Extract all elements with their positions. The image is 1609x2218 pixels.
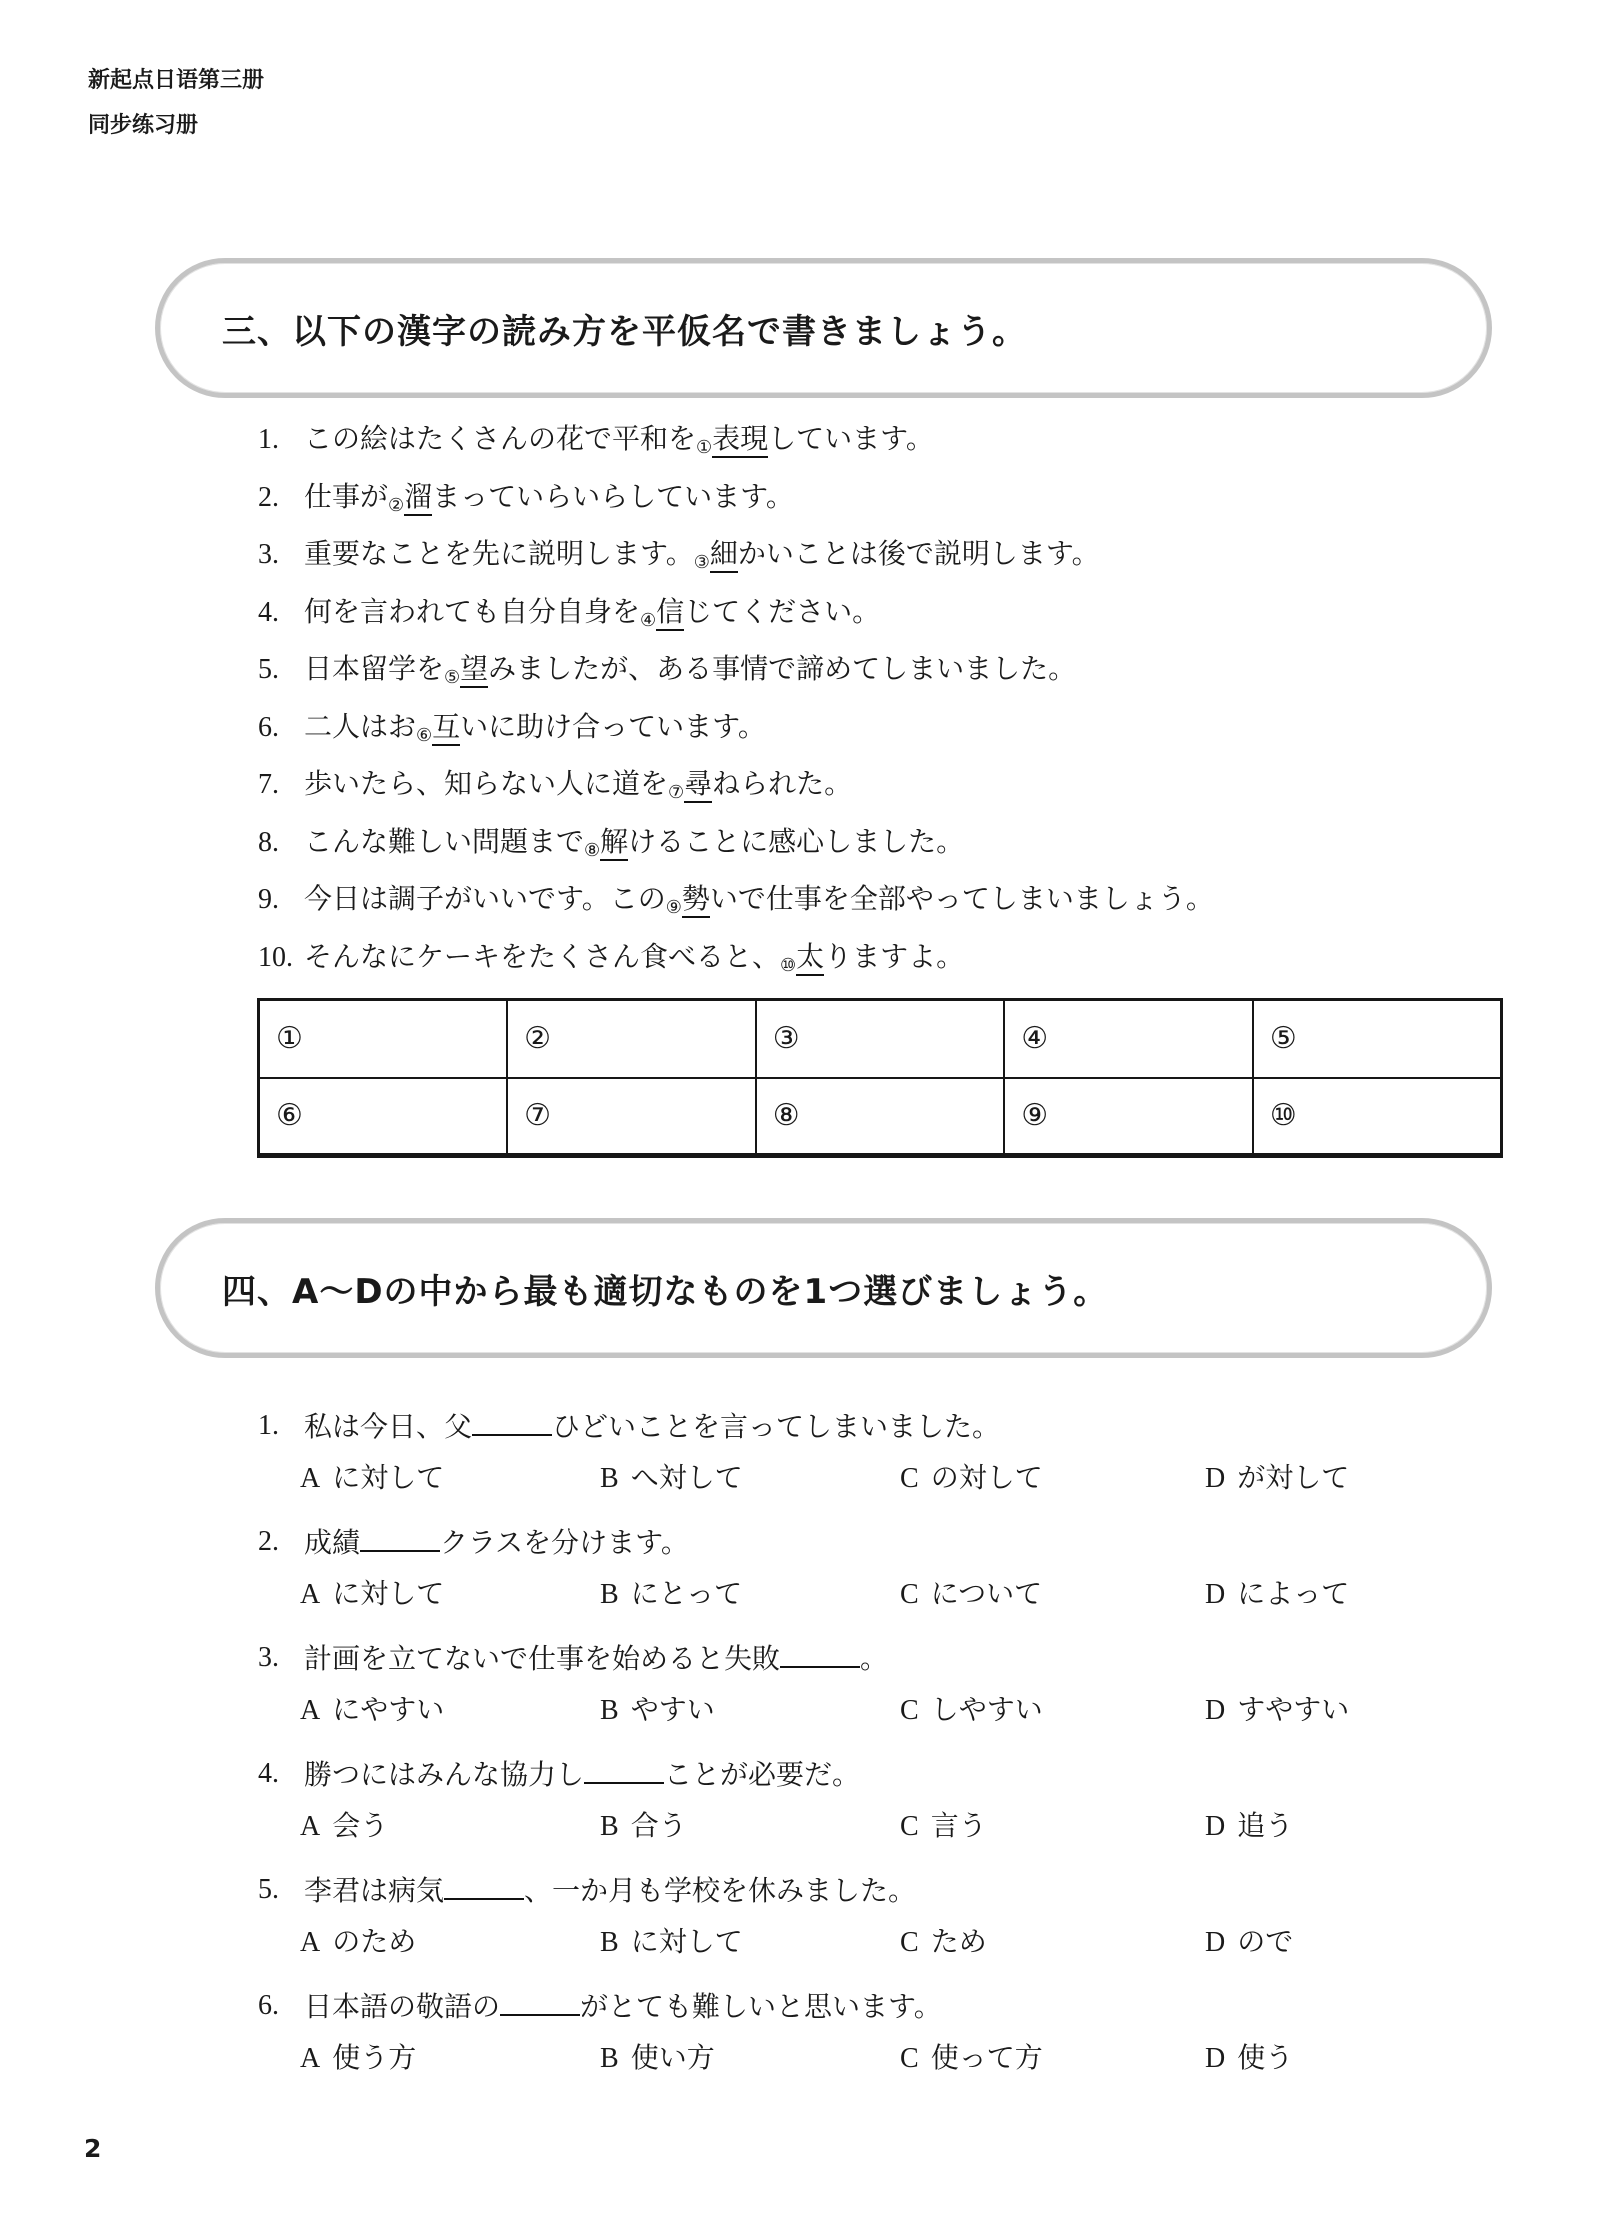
option-text: が対して — [1237, 1463, 1350, 1494]
option-letter: C — [900, 1695, 919, 1726]
target-kanji: 細 — [710, 539, 738, 573]
stem-text — [304, 1986, 942, 2028]
sentence-post: けることに感心しました。 — [628, 826, 965, 858]
kanji-item-1 — [0, 420, 1609, 478]
circled-number: ⑨ — [1021, 1099, 1049, 1133]
sentence-post: りますよ。 — [824, 941, 965, 973]
option-c[interactable] — [900, 2039, 1205, 2079]
circled-number: ⑩ — [1269, 1099, 1297, 1133]
answer-cell-1[interactable] — [259, 1000, 508, 1078]
option-letter: A — [300, 1927, 321, 1958]
item-sentence — [304, 478, 1609, 525]
option-letter: D — [1205, 2043, 1226, 2074]
kanji-item-6 — [0, 708, 1609, 766]
book-subtitle: 同步练习册 — [88, 113, 199, 138]
sentence-post: みましたが、ある事情で諦めてしまいました。 — [488, 654, 1077, 685]
option-text: 言う — [930, 1811, 987, 1842]
kanji-item-4 — [0, 593, 1609, 651]
option-letter: C — [900, 1927, 919, 1958]
section4-title-box — [155, 1218, 1492, 1358]
fill-in-blank — [500, 1986, 580, 2016]
sentence-post: いで仕事を全部やってしまいましょう。 — [709, 884, 1214, 915]
question-number: 1. — [258, 1410, 279, 1441]
option-text: 合う — [630, 1811, 687, 1842]
option-letter: A — [300, 1695, 321, 1726]
fill-in-blank — [360, 1522, 440, 1552]
book-title: 新起点日语第三册 — [88, 68, 265, 93]
question-stem — [0, 1870, 1609, 1912]
options-row — [300, 1459, 1609, 1499]
option-letter: B — [600, 1927, 619, 1958]
option-letter: A — [300, 2043, 321, 2074]
sentence-post: じてください。 — [684, 596, 881, 628]
sentence-pre: 今日は調子がいいです。この — [304, 884, 666, 915]
sentence-pre: 仕事が — [304, 481, 389, 513]
circled-number: ④ — [1021, 1022, 1049, 1056]
section3-title: 三、以下の漢字の読み方を平仮名で書きましょう。 — [222, 311, 1027, 352]
option-a[interactable] — [300, 1459, 600, 1499]
option-letter: B — [600, 1463, 619, 1494]
question-2 — [0, 1522, 1609, 1638]
option-b[interactable] — [600, 1459, 900, 1499]
stem-post: クラスを分けます。 — [440, 1528, 689, 1559]
option-text: 使う方 — [332, 2043, 417, 2074]
stem-pre: 勝つにはみんな協力し — [304, 1760, 585, 1791]
item-sentence — [304, 420, 1609, 467]
option-text: しやすい — [930, 1695, 1043, 1726]
item-sentence — [304, 765, 1609, 812]
item-sentence — [304, 650, 1609, 697]
kanji-item-2 — [0, 478, 1609, 536]
sentence-pre: 歩いたら、知らない人に道を — [304, 769, 669, 800]
question-1 — [0, 1406, 1609, 1522]
answer-cell-8[interactable] — [756, 1078, 1005, 1156]
option-a[interactable] — [300, 2039, 600, 2079]
option-letter: D — [1205, 1927, 1226, 1958]
target-kanji: 解 — [600, 827, 628, 861]
option-letter: A — [300, 1579, 321, 1610]
circled-number-marker: ⑦ — [668, 782, 685, 802]
option-d[interactable] — [1205, 1923, 1609, 1963]
option-letter: B — [600, 1695, 619, 1726]
option-b[interactable] — [600, 2039, 900, 2079]
question-number: 6. — [258, 1990, 279, 2021]
option-text: 使って方 — [930, 2043, 1043, 2074]
circled-number-marker: ⑤ — [444, 667, 461, 687]
option-text: に対して — [332, 1463, 445, 1494]
stem-post: ことが必要だ。 — [664, 1760, 861, 1791]
section4-title: 四、A～Dの中から最も適切なものを1つ選びましょう。 — [222, 1271, 1109, 1312]
option-b[interactable] — [600, 1691, 900, 1731]
item-number: 5. — [258, 654, 279, 685]
question-number: 2. — [258, 1526, 279, 1557]
target-kanji: 溜 — [404, 482, 432, 516]
sentence-pre: 二人はお — [304, 711, 417, 743]
target-kanji: 尋 — [684, 769, 712, 803]
item-number: 2. — [258, 481, 279, 513]
answer-cell-2[interactable] — [507, 1000, 756, 1078]
sentence-post: かいことは後で説明します。 — [737, 539, 1100, 570]
item-sentence — [304, 880, 1609, 927]
kanji-item-8 — [0, 823, 1609, 881]
kanji-item-3 — [0, 535, 1609, 593]
circled-number-marker: ⑧ — [584, 839, 601, 860]
sentence-post: いに助け合っています。 — [460, 711, 766, 743]
circled-number-marker: ⑥ — [416, 724, 433, 745]
options-row — [300, 1807, 1609, 1847]
circled-number: ⑧ — [772, 1099, 800, 1133]
option-letter: A — [300, 1811, 321, 1842]
page-number: 2 — [84, 2134, 102, 2163]
sentence-pre: この絵はたくさんの花で平和を — [304, 424, 697, 455]
circled-number-marker: ⑨ — [665, 897, 682, 917]
stem-text — [304, 1406, 1000, 1448]
item-number: 7. — [258, 769, 279, 800]
circled-number: ② — [524, 1022, 551, 1056]
option-letter: B — [600, 1579, 619, 1610]
option-d[interactable] — [1205, 1575, 1609, 1615]
option-text: やすい — [630, 1695, 715, 1726]
circled-number-marker: ① — [696, 437, 713, 457]
circled-number-marker: ④ — [640, 609, 657, 630]
option-text: にとって — [630, 1579, 743, 1610]
option-letter: C — [900, 1811, 919, 1842]
option-b[interactable] — [600, 1575, 900, 1615]
option-c[interactable] — [900, 1807, 1205, 1847]
option-text: について — [930, 1579, 1043, 1610]
item-sentence — [304, 535, 1609, 582]
item-sentence — [304, 708, 1609, 755]
question-stem — [0, 1638, 1609, 1680]
option-a[interactable] — [300, 1691, 600, 1731]
options-row — [300, 2039, 1609, 2079]
options-row — [300, 1923, 1609, 1963]
stem-text — [304, 1522, 689, 1564]
answer-cell-10[interactable] — [1253, 1078, 1502, 1156]
target-kanji: 表現 — [712, 424, 768, 458]
option-a[interactable] — [300, 1807, 600, 1847]
fill-in-blank — [444, 1870, 524, 1900]
option-letter: B — [600, 1811, 619, 1842]
option-c[interactable] — [900, 1575, 1205, 1615]
option-letter: D — [1205, 1695, 1226, 1726]
circled-number: ⑥ — [276, 1099, 303, 1133]
option-letter: C — [900, 1579, 919, 1610]
option-a[interactable] — [300, 1923, 600, 1963]
options-row — [300, 1691, 1609, 1731]
option-letter: C — [900, 1463, 919, 1494]
option-letter: D — [1205, 1463, 1226, 1494]
kanji-item-10 — [0, 938, 1609, 996]
question-stem — [0, 1754, 1609, 1796]
circled-number: ① — [276, 1022, 303, 1056]
option-letter: D — [1205, 1811, 1226, 1842]
question-6 — [0, 1986, 1609, 2102]
option-text: 使う — [1237, 2043, 1294, 2074]
reading-answer-table — [257, 998, 1503, 1158]
option-text: に対して — [332, 1579, 445, 1610]
sentence-pre: こんな難しい問題まで — [304, 826, 585, 858]
stem-pre: 日本語の敬語の — [304, 1992, 501, 2023]
option-text: に対して — [630, 1927, 743, 1958]
stem-text — [304, 1754, 860, 1796]
target-kanji: 望 — [460, 654, 488, 688]
stem-post: 。 — [860, 1644, 889, 1675]
item-number: 1. — [258, 424, 279, 455]
answer-cell-4[interactable] — [1004, 1000, 1253, 1078]
stem-pre: 計画を立てないで仕事を始めると失敗 — [304, 1644, 781, 1675]
option-text: にやすい — [332, 1695, 445, 1726]
option-text: 使い方 — [630, 2043, 715, 2074]
option-d[interactable] — [1205, 1459, 1609, 1499]
sentence-post: まっていらいらしています。 — [432, 481, 794, 513]
circled-number-marker: ③ — [693, 552, 710, 572]
stem-post: ひどいことを言ってしまいました。 — [552, 1412, 1001, 1443]
question-stem — [0, 1986, 1609, 2028]
option-d[interactable] — [1205, 1691, 1609, 1731]
option-d[interactable] — [1205, 2039, 1609, 2079]
answer-cell-6[interactable] — [259, 1078, 508, 1156]
option-a[interactable] — [300, 1575, 600, 1615]
option-text: へ対して — [630, 1463, 743, 1494]
question-stem — [0, 1406, 1609, 1448]
target-kanji: 太 — [796, 942, 824, 976]
fill-in-blank — [472, 1406, 552, 1436]
fill-in-blank — [584, 1754, 664, 1784]
item-sentence — [304, 823, 1609, 870]
item-number: 9. — [258, 884, 279, 915]
sentence-pre: 日本留学を — [304, 654, 445, 685]
option-text: ので — [1237, 1927, 1294, 1958]
book-header — [88, 58, 264, 148]
answer-cell-9[interactable] — [1004, 1078, 1253, 1156]
target-kanji: 互 — [432, 712, 460, 746]
kanji-item-5 — [0, 650, 1609, 708]
sentence-post: しています。 — [768, 424, 934, 455]
stem-post: がとても難しいと思います。 — [580, 1992, 942, 2023]
option-letter: D — [1205, 1579, 1226, 1610]
stem-pre: 私は今日、父 — [304, 1412, 473, 1443]
item-number: 3. — [258, 539, 279, 570]
option-text: ため — [930, 1927, 987, 1958]
kanji-reading-list — [0, 420, 1609, 995]
question-5 — [0, 1870, 1609, 1986]
item-sentence — [304, 593, 1609, 640]
question-number: 5. — [258, 1874, 279, 1905]
option-c[interactable] — [900, 1691, 1205, 1731]
question-number: 3. — [258, 1642, 279, 1673]
option-c[interactable] — [900, 1459, 1205, 1499]
circled-number-marker: ⑩ — [780, 954, 797, 975]
option-text: によって — [1237, 1579, 1350, 1610]
kanji-item-9 — [0, 880, 1609, 938]
option-d[interactable] — [1205, 1807, 1609, 1847]
sentence-pre: そんなにケーキをたくさん食べると、 — [304, 941, 781, 973]
kanji-item-7 — [0, 765, 1609, 823]
option-text: 追う — [1237, 1811, 1294, 1842]
sentence-pre: 重要なことを先に説明します。 — [304, 539, 694, 570]
option-letter: B — [600, 2043, 619, 2074]
option-text: のため — [332, 1927, 417, 1958]
target-kanji: 勢 — [682, 884, 710, 918]
circled-number: ③ — [772, 1022, 800, 1056]
question-stem — [0, 1522, 1609, 1564]
option-text: すやすい — [1237, 1695, 1350, 1726]
item-number: 10. — [258, 941, 293, 973]
item-number: 6. — [258, 711, 279, 743]
option-text: 会う — [332, 1811, 389, 1842]
answer-cell-3[interactable] — [756, 1000, 1005, 1078]
item-number: 4. — [258, 596, 279, 628]
question-4 — [0, 1754, 1609, 1870]
option-b[interactable] — [600, 1923, 900, 1963]
stem-post: 、一か月も学校を休みました。 — [524, 1876, 917, 1907]
circled-number: ⑦ — [524, 1099, 551, 1133]
stem-text — [304, 1870, 916, 1912]
stem-pre: 成績 — [304, 1528, 361, 1559]
target-kanji: 信 — [656, 597, 684, 631]
section3-title-box — [155, 258, 1492, 398]
option-text: の対して — [930, 1463, 1043, 1494]
circled-number: ⑤ — [1269, 1022, 1297, 1056]
option-letter: A — [300, 1463, 321, 1494]
item-number: 8. — [258, 826, 279, 858]
item-sentence — [304, 938, 1609, 985]
answer-cell-5[interactable] — [1253, 1000, 1502, 1078]
option-c[interactable] — [900, 1923, 1205, 1963]
sentence-pre: 何を言われても自分自身を — [304, 596, 641, 628]
answer-cell-7[interactable] — [507, 1078, 756, 1156]
option-b[interactable] — [600, 1807, 900, 1847]
stem-pre: 李君は病気 — [304, 1876, 445, 1907]
option-letter: C — [900, 2043, 919, 2074]
table-row — [259, 1078, 1502, 1156]
question-3 — [0, 1638, 1609, 1754]
fill-in-blank — [780, 1638, 860, 1668]
sentence-post: ねられた。 — [712, 769, 853, 800]
options-row — [300, 1575, 1609, 1615]
stem-text — [304, 1638, 888, 1680]
circled-number-marker: ② — [388, 494, 405, 515]
multiple-choice-questions — [0, 1406, 1609, 2102]
table-row — [259, 1000, 1502, 1078]
question-number: 4. — [258, 1758, 279, 1789]
